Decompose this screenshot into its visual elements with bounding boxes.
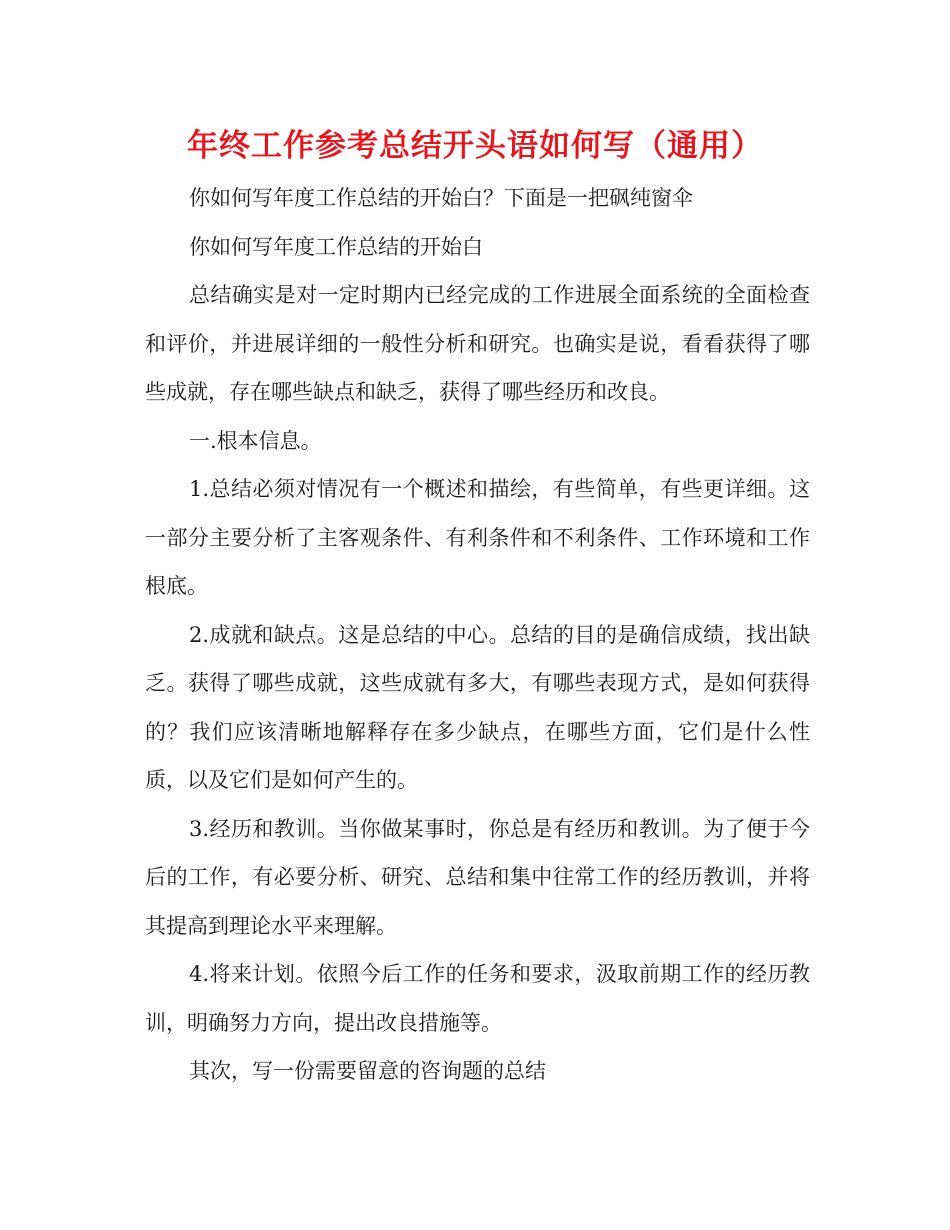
paragraph-item-3: 3.经历和教训。当你做某事时，你总是有经历和教训。为了便于今后的工作，有必要分析、研究、总结和集中往常工作的经历教训，并将其提高到理论水平来理解。 [145, 816, 810, 938]
document-body [145, 174, 810, 1096]
paragraph-subheading: 你如何写年度工作总结的开始白 [189, 234, 483, 259]
document-title: 年终工作参考总结开头语如何写（通用） [187, 128, 763, 164]
paragraph-item-1: 1.总结必须对情况有一个概述和描绘，有些简单，有些更详细。这一部分主要分析了主客观条件、有利条件和不利条件、工作环境和工作根底。 [145, 477, 810, 598]
paragraph-intro: 你如何写年度工作总结的开始白？下面是一把砜纯窗伞 [189, 186, 693, 210]
paragraph-second-section: 其次，写一份需要留意的咨询题的总结 [189, 1059, 546, 1083]
paragraph-item-2: 2.成就和缺点。这是总结的中心。总结的目的是确信成绩，找出缺乏。获得了哪些成就，这些成就有多大，有哪些表现方式，是如何获得的？我们应该清晰地解释存在多少缺点，在哪些方面，它们是什么性质，以及它们是如何产生的。 [145, 622, 810, 792]
paragraph-definition: 总结确实是对一定时期内已经完成的工作进展全面系统的全面检查和评价，并进展详细的一般性分析和研究。也确实是说，看看获得了哪些成就，存在哪些缺点和缺乏，获得了哪些经历和改良。 [145, 283, 810, 404]
paragraph-item-4: 4.将来计划。依照今后工作的任务和要求，汲取前期工作的经历教训，明确努力方向，提出改良措施等。 [145, 962, 810, 1035]
section-heading-basic-info: 一.根本信息。 [189, 428, 322, 453]
